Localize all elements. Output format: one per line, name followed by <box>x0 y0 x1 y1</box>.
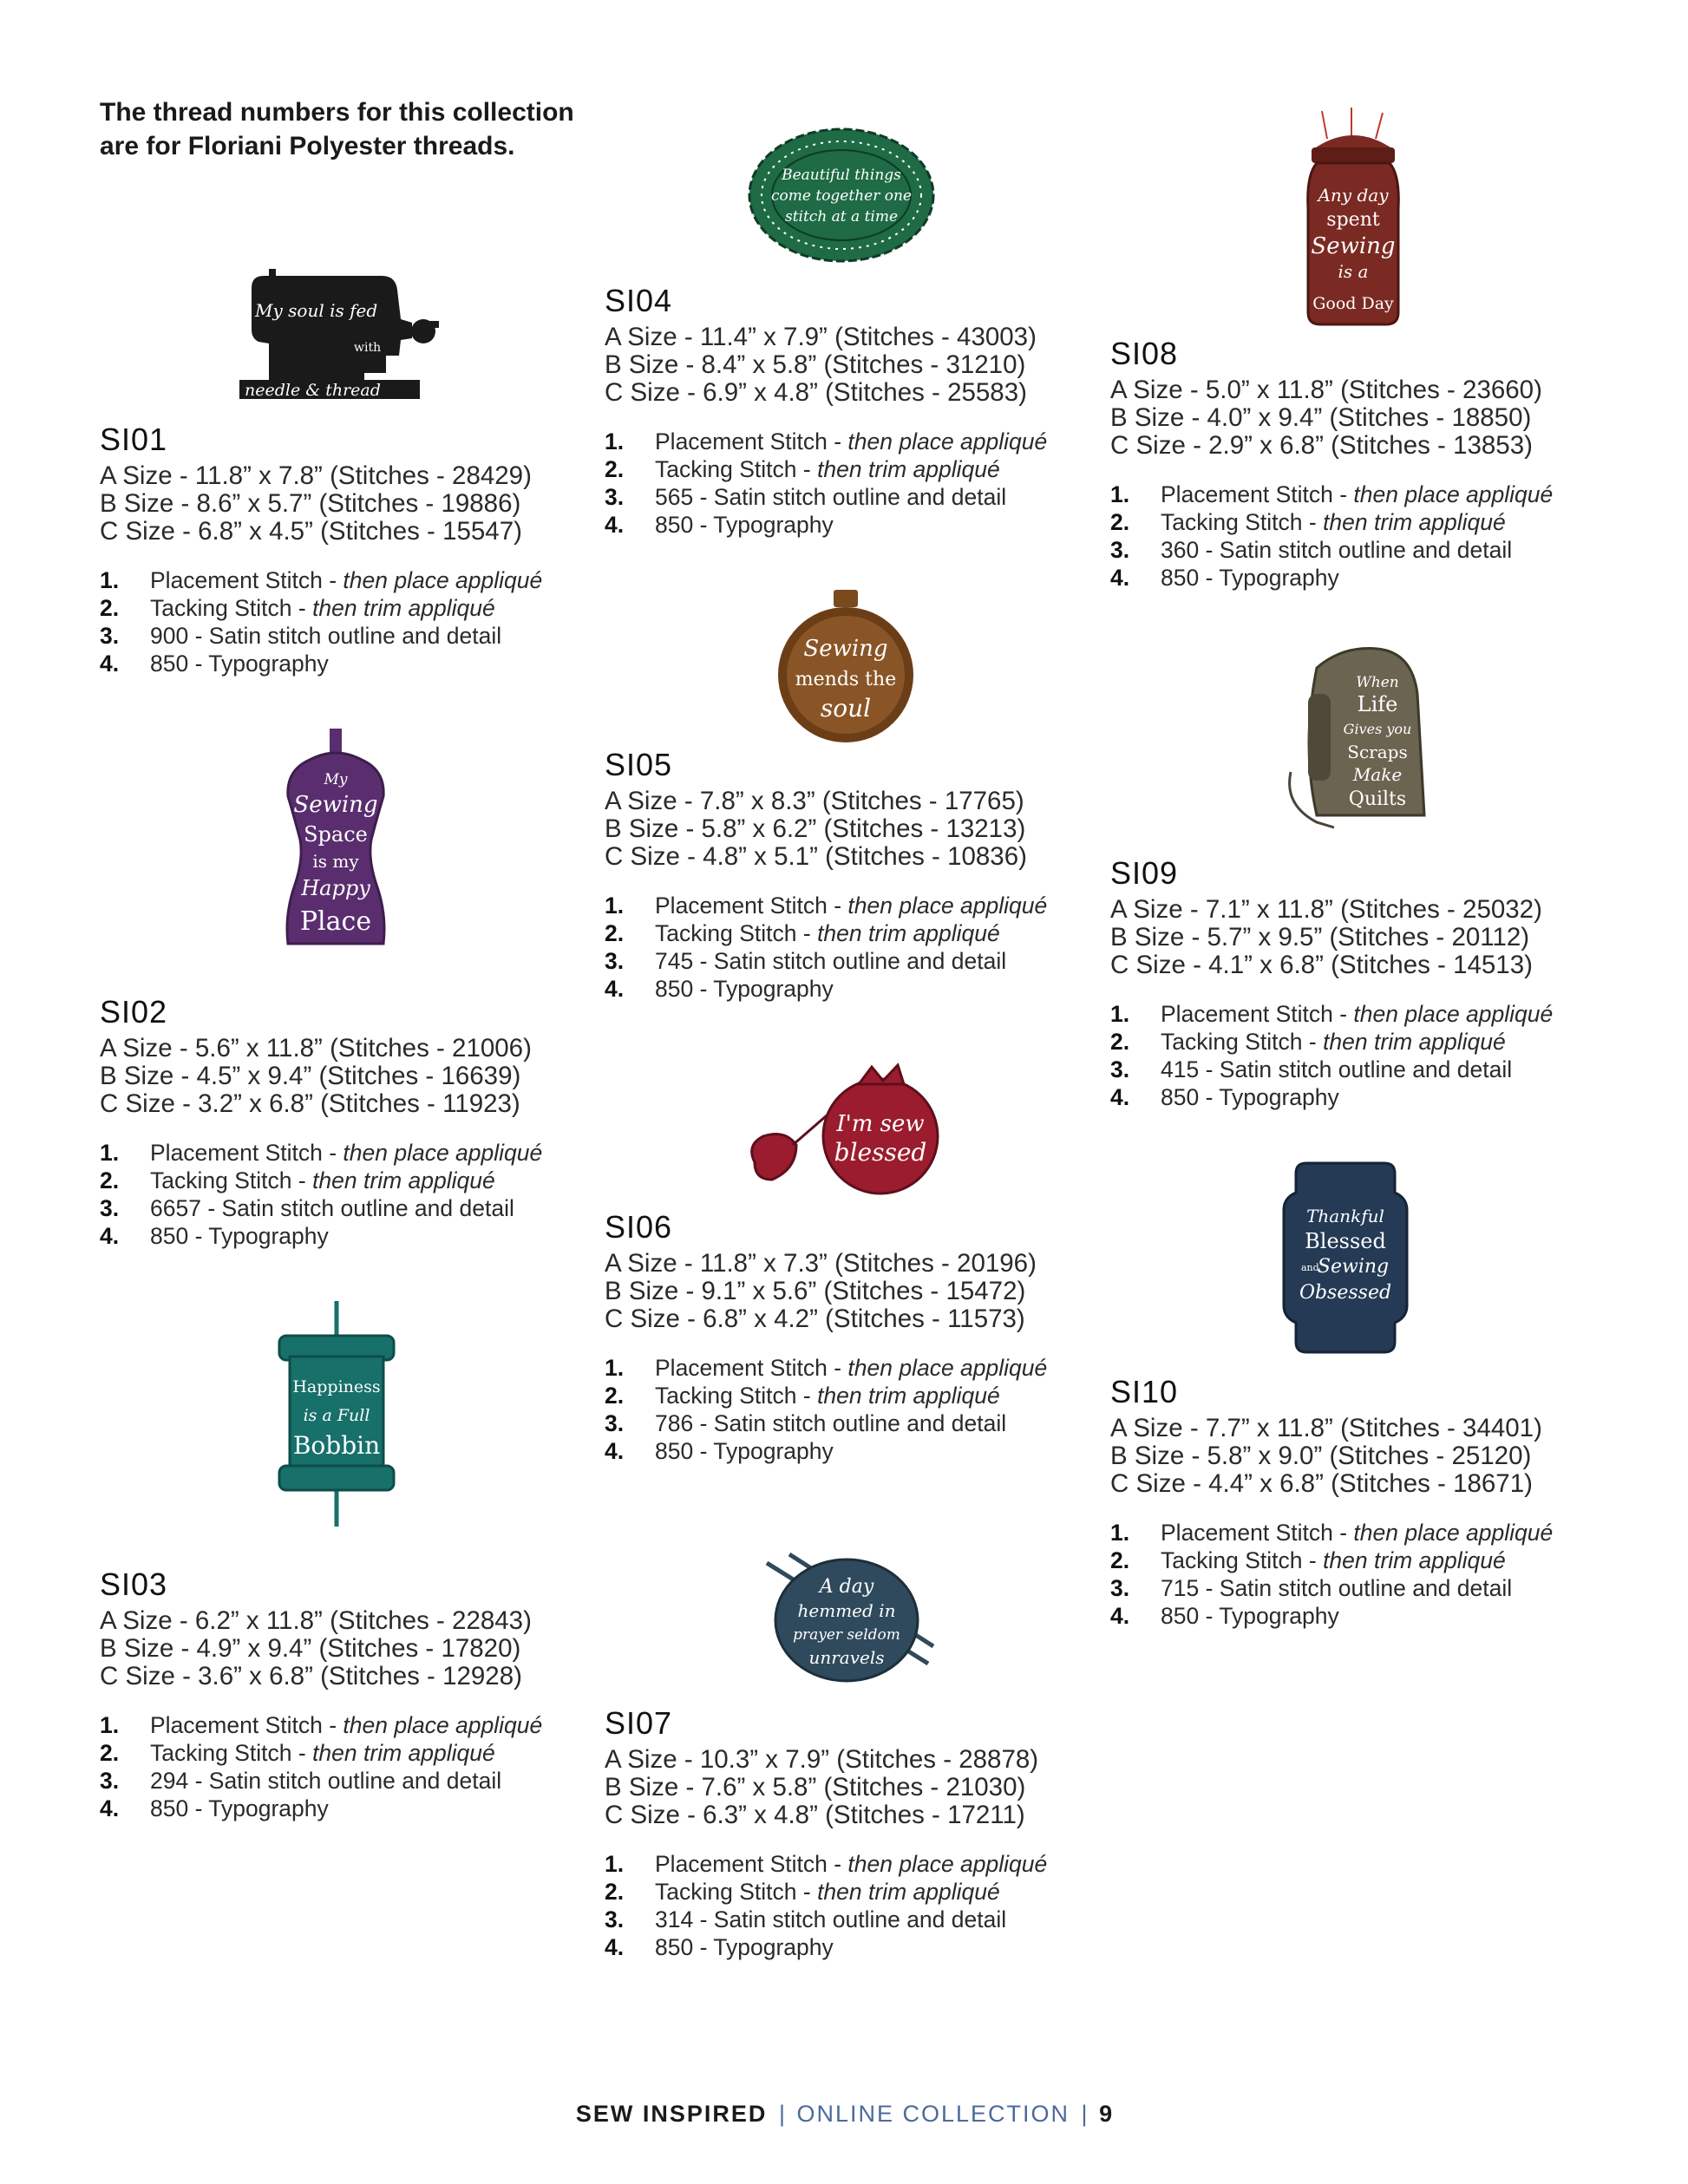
art-text-line: stitch at a time <box>784 208 899 226</box>
step-1: 1. Placement Stitch - then place appliqué <box>605 1851 1048 1877</box>
step-4: 4. 850 - Typography <box>1110 1084 1339 1110</box>
art-text-line: is a <box>1338 261 1369 282</box>
footer-separator: | <box>778 2101 785 2127</box>
step-1: 1. Placement Stitch - then place appliqué <box>1110 1520 1554 1546</box>
size-c: C Size - 6.9” x 4.8” (Stitches - 25583) <box>605 378 1027 407</box>
step-3: 3. 786 - Satin stitch outline and detail <box>605 1410 1007 1436</box>
design-si07 <box>605 1704 1125 1961</box>
art-text-line: Happiness <box>292 1377 381 1396</box>
art-text-line: Any day <box>1318 185 1389 206</box>
size-c: C Size - 6.8” x 4.5” (Stitches - 15547) <box>100 517 522 546</box>
size-b: B Size - 7.6” x 5.8” (Stitches - 21030) <box>605 1773 1026 1801</box>
art-text-line: Beautiful things <box>782 167 901 184</box>
size-a: A Size - 11.4” x 7.9” (Stitches - 43003) <box>605 323 1037 351</box>
art-text-line: blessed <box>834 1138 927 1167</box>
design-image-si08 <box>1301 104 1405 330</box>
step-1: 1. Placement Stitch - then place appliqué <box>100 1140 543 1166</box>
design-image-si06 <box>737 1058 945 1197</box>
design-code: SI08 <box>1110 336 1179 371</box>
design-image-si09 <box>1282 642 1430 833</box>
art-text-line: prayer seldom <box>793 1626 900 1644</box>
size-b: B Size - 5.8” x 6.2” (Stitches - 13213) <box>605 814 1026 843</box>
step-3: 3. 294 - Satin stitch outline and detail <box>100 1768 502 1794</box>
art-text-line: spent <box>1326 209 1380 231</box>
design-image-si01 <box>234 269 442 408</box>
design-code: SI06 <box>605 1209 673 1245</box>
step-3: 3. 415 - Satin stitch outline and detail <box>1110 1056 1513 1082</box>
art-text-line: Gives you <box>1343 721 1412 737</box>
size-a: A Size - 11.8” x 7.8” (Stitches - 28429) <box>100 461 532 490</box>
step-1: 1. Placement Stitch - then place appliqué <box>605 893 1048 919</box>
size-c: C Size - 4.1” x 6.8” (Stitches - 14513) <box>1110 951 1533 979</box>
step-1: 1. Placement Stitch - then place appliqué <box>605 1355 1048 1381</box>
art-text-line: My soul is fed <box>255 300 378 321</box>
step-4: 4. 850 - Typography <box>605 1934 834 1960</box>
step-4: 4. 850 - Typography <box>100 1223 329 1249</box>
step-2: 2. Tacking Stitch - then trim appliqué <box>1110 1029 1506 1055</box>
footer-brand: SEW INSPIRED <box>575 2101 768 2127</box>
art-text-line: Good Day <box>1312 294 1394 313</box>
step-3: 3. 360 - Satin stitch outline and detail <box>1110 537 1513 563</box>
step-4: 4. 850 - Typography <box>1110 565 1339 591</box>
art-text-line: A day <box>819 1576 874 1598</box>
art-text-line: Bobbin <box>292 1431 381 1460</box>
step-4: 4. 850 - Typography <box>605 1438 834 1464</box>
step-2: 2. Tacking Stitch - then trim appliqué <box>605 1879 1000 1905</box>
size-c: C Size - 6.8” x 4.2” (Stitches - 11573) <box>605 1305 1025 1333</box>
size-a: A Size - 6.2” x 11.8” (Stitches - 22843) <box>100 1606 532 1635</box>
design-si02 <box>100 993 620 1250</box>
size-b: B Size - 5.7” x 9.5” (Stitches - 20112) <box>1110 923 1530 951</box>
step-3: 3. 715 - Satin stitch outline and detail <box>1110 1575 1513 1601</box>
art-text-line: Obsessed <box>1299 1282 1392 1304</box>
art-text-line: Scraps <box>1347 742 1408 762</box>
art-text-line: Life <box>1357 692 1398 716</box>
step-1: 1. Placement Stitch - then place appliqué <box>100 1712 543 1738</box>
design-si03 <box>100 1566 620 1822</box>
design-code: SI05 <box>605 747 673 782</box>
step-2: 2. Tacking Stitch - then trim appliqué <box>100 595 495 621</box>
art-text-line: Blessed <box>1305 1229 1386 1253</box>
size-b: B Size - 8.6” x 5.7” (Stitches - 19886) <box>100 489 521 518</box>
design-code: SI09 <box>1110 855 1179 891</box>
step-2: 2. Tacking Stitch - then trim appliqué <box>1110 509 1506 535</box>
design-si10 <box>1110 1373 1631 1630</box>
design-image-si02 <box>279 729 392 954</box>
step-2: 2. Tacking Stitch - then trim appliqué <box>100 1167 495 1193</box>
art-text-line: Sewing <box>1317 1256 1390 1278</box>
step-3: 3. 565 - Satin stitch outline and detail <box>605 484 1007 510</box>
design-image-si03 <box>276 1301 397 1527</box>
step-4: 4. 850 - Typography <box>100 651 329 677</box>
size-b: B Size - 4.5” x 9.4” (Stitches - 16639) <box>100 1062 521 1090</box>
footer-collection: ONLINE COLLECTION <box>796 2101 1070 2127</box>
art-text-line: needle & thread <box>245 381 381 400</box>
design-code: SI02 <box>100 994 168 1030</box>
step-3: 3. 900 - Satin stitch outline and detail <box>100 623 502 649</box>
step-4: 4. 850 - Typography <box>1110 1603 1339 1629</box>
art-text-line: is my <box>312 851 359 872</box>
size-b: B Size - 4.9” x 9.4” (Stitches - 17820) <box>100 1634 521 1663</box>
art-text-line: My <box>324 771 348 788</box>
step-2: 2. Tacking Stitch - then trim appliqué <box>100 1740 495 1766</box>
footer-separator: | <box>1081 2101 1088 2127</box>
art-text-line: mends the <box>795 669 897 690</box>
art-text-line: Place <box>299 906 372 937</box>
page-footer <box>0 2101 1688 2128</box>
art-text-line: come together one <box>771 187 912 205</box>
size-a: A Size - 10.3” x 7.9” (Stitches - 28878) <box>605 1745 1039 1774</box>
art-text-line: is a Full <box>303 1406 370 1425</box>
art-text-line: soul <box>820 694 872 723</box>
step-4: 4. 850 - Typography <box>100 1795 329 1821</box>
size-a: A Size - 7.8” x 8.3” (Stitches - 17765) <box>605 787 1024 815</box>
size-c: C Size - 4.4” x 6.8” (Stitches - 18671) <box>1110 1469 1533 1498</box>
art-text-line: unravels <box>808 1647 885 1668</box>
size-a: A Size - 7.1” x 11.8” (Stitches - 25032) <box>1110 895 1542 924</box>
size-c: C Size - 2.9” x 6.8” (Stitches - 13853) <box>1110 431 1533 460</box>
step-2: 2. Tacking Stitch - then trim appliqué <box>605 920 1000 946</box>
design-si04 <box>605 282 1125 539</box>
step-2: 2. Tacking Stitch - then trim appliqué <box>1110 1547 1506 1573</box>
intro-text: The thread numbers for this collection are for Floriani Polyester threads. <box>100 98 574 160</box>
art-text-line: Make <box>1352 764 1403 785</box>
art-text-line: Happy <box>301 876 370 900</box>
design-si06 <box>605 1208 1125 1465</box>
step-1: 1. Placement Stitch - then place appliqué <box>1110 481 1554 507</box>
step-3: 3. 314 - Satin stitch outline and detail <box>605 1906 1007 1932</box>
step-3: 3. 6657 - Satin stitch outline and detail <box>100 1195 514 1221</box>
size-a: A Size - 5.0” x 11.8” (Stitches - 23660) <box>1110 376 1542 404</box>
design-si05 <box>605 746 1125 1003</box>
art-text-line: Thankful <box>1306 1206 1384 1226</box>
step-4: 4. 850 - Typography <box>605 512 834 538</box>
art-text-line: Sewing <box>1311 233 1396 259</box>
step-2: 2. Tacking Stitch - then trim appliqué <box>605 456 1000 482</box>
art-text-line: Space <box>304 822 368 847</box>
page-number: 9 <box>1099 2101 1113 2127</box>
size-c: C Size - 4.8” x 5.1” (Stitches - 10836) <box>605 842 1027 871</box>
design-si09 <box>1110 854 1631 1111</box>
step-1: 1. Placement Stitch - then place appliqué <box>1110 1001 1554 1027</box>
design-si08 <box>1110 335 1631 592</box>
size-a: A Size - 11.8” x 7.3” (Stitches - 20196) <box>605 1249 1037 1278</box>
design-code: SI04 <box>605 283 673 318</box>
art-text-line: hemmed in <box>797 1600 896 1621</box>
art-text-line: Quilts <box>1348 788 1407 810</box>
size-b: B Size - 9.1” x 5.6” (Stitches - 15472) <box>605 1277 1026 1305</box>
design-image-si05 <box>776 590 915 746</box>
size-a: A Size - 5.6” x 11.8” (Stitches - 21006) <box>100 1034 532 1063</box>
size-c: C Size - 3.2” x 6.8” (Stitches - 11923) <box>100 1089 520 1118</box>
art-text-line: When <box>1356 674 1399 691</box>
size-b: B Size - 8.4” x 5.8” (Stitches - 31210) <box>605 350 1026 379</box>
step-4: 4. 850 - Typography <box>605 976 834 1002</box>
design-si01 <box>100 421 620 677</box>
art-text-line: I'm sew <box>836 1111 925 1137</box>
art-text-line: with <box>354 341 382 355</box>
design-code: SI03 <box>100 1566 168 1602</box>
size-a: A Size - 7.7” x 11.8” (Stitches - 34401) <box>1110 1414 1542 1442</box>
step-1: 1. Placement Stitch - then place appliqué <box>100 567 543 593</box>
size-b: B Size - 5.8” x 9.0” (Stitches - 25120) <box>1110 1442 1532 1470</box>
step-1: 1. Placement Stitch - then place appliqué <box>605 428 1048 454</box>
size-c: C Size - 6.3” x 4.8” (Stitches - 17211) <box>605 1801 1025 1829</box>
size-b: B Size - 4.0” x 9.4” (Stitches - 18850) <box>1110 403 1532 432</box>
art-text-line: and <box>1301 1262 1319 1273</box>
design-image-si10 <box>1280 1158 1410 1357</box>
design-image-si04 <box>746 126 937 265</box>
design-image-si07 <box>763 1551 937 1690</box>
step-3: 3. 745 - Satin stitch outline and detail <box>605 948 1007 974</box>
art-text-line: Sewing <box>293 792 378 818</box>
step-2: 2. Tacking Stitch - then trim appliqué <box>605 1383 1000 1409</box>
size-c: C Size - 3.6” x 6.8” (Stitches - 12928) <box>100 1662 522 1690</box>
design-code: SI10 <box>1110 1374 1179 1409</box>
design-code: SI07 <box>605 1705 673 1741</box>
art-text-line: Sewing <box>803 636 888 662</box>
design-code: SI01 <box>100 422 168 457</box>
